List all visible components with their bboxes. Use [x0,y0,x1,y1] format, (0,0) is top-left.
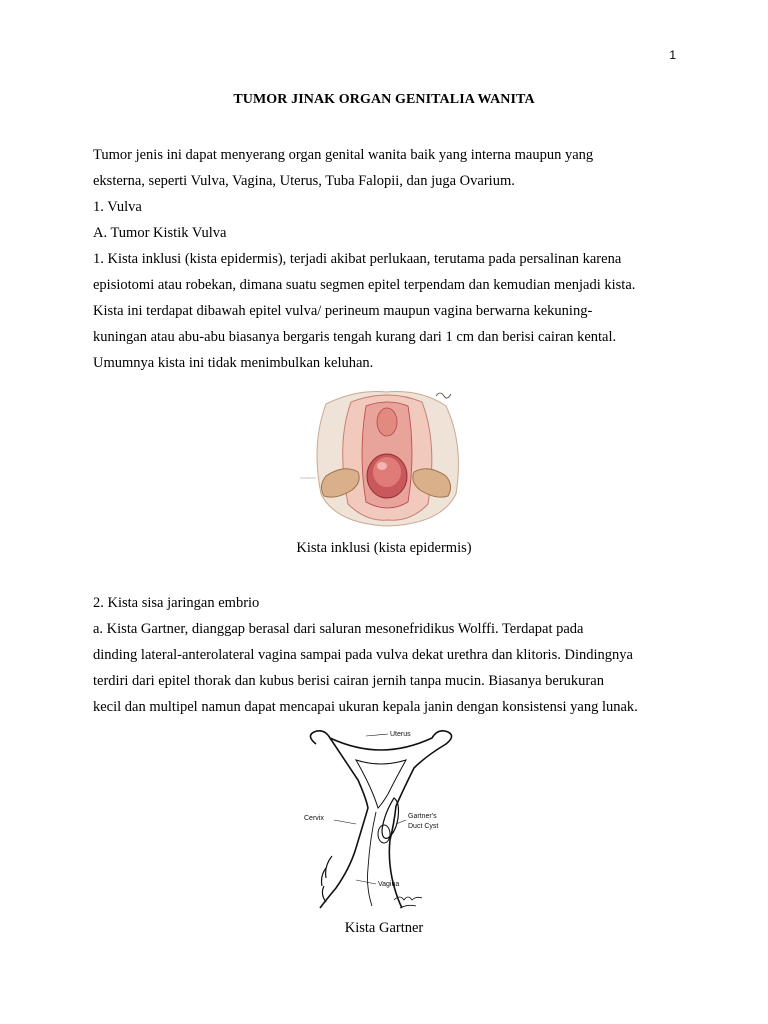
text-line: Umumnya kista ini tidak menimbulkan keluhan. [93,355,374,371]
uterus-label: Uterus [390,731,411,738]
figure-caption-2: Kista Gartner [344,920,424,936]
text-line: eksterna, seperti Vulva, Vagina, Uterus, Tuba Falopii, dan juga Ovarium. [93,173,515,189]
cervix-label: Cervix [304,815,324,822]
gartners-label-line2: Duct Cyst [408,823,439,830]
inclusion-cyst-illustration [296,384,476,530]
text-line: 1. Kista inklusi (kista epidermis), terjadi akibat perlukaan, terutama pada persalinan karena [93,251,622,267]
text-line: 2. Kista sisa jaringan embrio [93,595,260,611]
page-number: 1 [669,48,676,62]
text-line: A. Tumor Kistik Vulva [93,225,227,241]
text-line: 1. Vulva [93,199,142,215]
text-line: episiotomi atau robekan, dimana suatu segmen epitel terpendam dan kemudian menjadi kista. [93,277,636,293]
vagina-label: Vagina [378,881,400,888]
text-line: terdiri dari epitel thorak dan kubus berisi cairan jernih tanpa mucin. Biasanya berukuran [93,673,604,689]
body-paragraph-2 [93,590,683,720]
figure-caption-1: Kista inklusi (kista epidermis) [296,540,472,556]
document-title: TUMOR JINAK ORGAN GENITALIA WANITA [233,92,535,107]
body-paragraph-1 [93,142,683,376]
gartner-cyst-diagram [296,728,466,914]
text-line: a. Kista Gartner, dianggap berasal dari saluran mesonefridikus Wolffi. Terdapat pada [93,621,584,637]
text-line: kecil dan multipel namun dapat mencapai ukuran kepala janin dengan konsistensi yang lunak. [93,699,638,715]
gartners-label-line1: Gartner's [408,813,437,820]
text-line: Kista ini terdapat dibawah epitel vulva/ perineum maupun vagina berwarna kekuning- [93,303,593,319]
text-line: dinding lateral-anterolateral vagina sampai pada vulva dekat urethra dan klitoris. Dindingnya [93,647,633,663]
text-line: Tumor jenis ini dapat menyerang organ genital wanita baik yang interna maupun yang [93,147,594,163]
text-line: kuningan atau abu-abu biasanya bergaris tengah kurang dari 1 cm dan berisi cairan kental. [93,329,617,345]
